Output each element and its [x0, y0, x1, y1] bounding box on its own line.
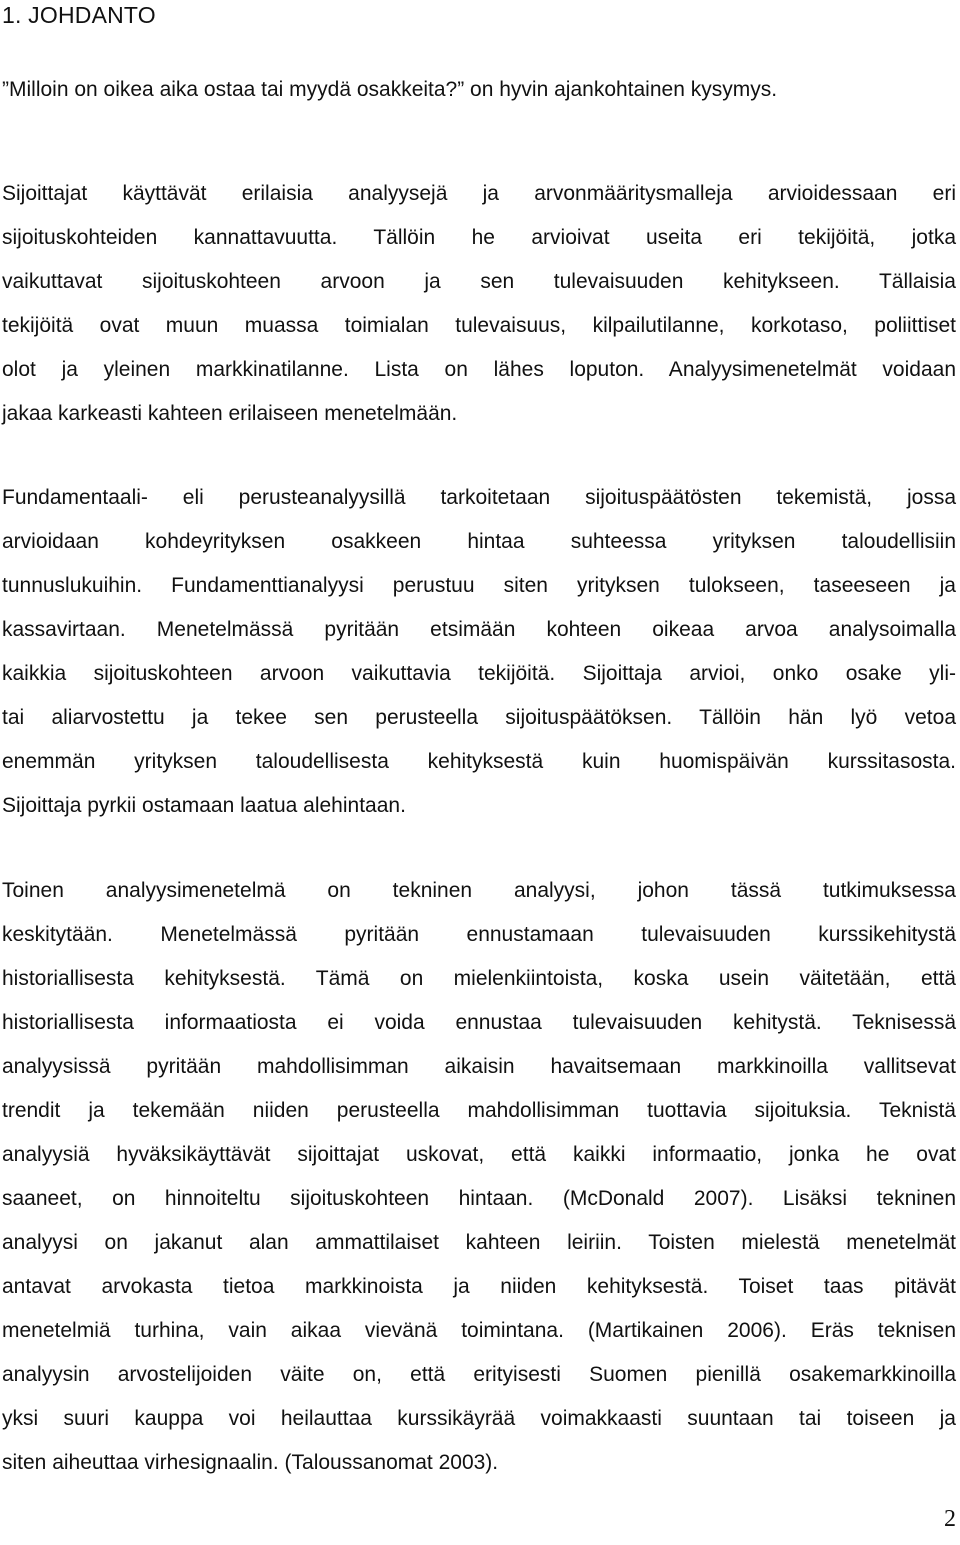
paragraph-intro-question [2, 68, 956, 112]
section-heading: 1. JOHDANTO [2, 2, 156, 28]
text-line: arvioidaan kohdeyrityksen osakkeen hintaa suhteessa yrityksen taloudellisiin [2, 530, 956, 553]
paragraph-technical-analysis [2, 869, 956, 1485]
text-line: analyysiä hyväksikäyttävät sijoittajat uskovat, että kaikki informaatio, jonka he ovat [2, 1143, 956, 1166]
text-line: antavat arvokasta tietoa markkinoista ja niiden kehityksestä. Toiset taas pitävät [2, 1275, 956, 1298]
text-line: kaikkia sijoituskohteen arvoon vaikuttavia tekijöitä. Sijoittaja arvioi, onko osake yli- [2, 662, 956, 685]
page-number: 2 [944, 1506, 956, 1532]
text-line: analyysin arvostelijoiden väite on, että erityisesti Suomen pienillä osakemarkkinoilla [2, 1363, 956, 1386]
text-line: jakaa karkeasti kahteen erilaiseen menetelmään. [2, 402, 458, 425]
text-line: analyysissä pyritään mahdollisimman aikaisin havaitsemaan markkinoilla vallitsevat [2, 1055, 956, 1078]
text-line: yksi suuri kauppa voi heilauttaa kurssikäyrää voimakkaasti suuntaan tai toiseen ja [2, 1407, 956, 1430]
text-line: vaikuttavat sijoituskohteen arvoon ja sen tulevaisuuden kehitykseen. Tällaisia [2, 270, 956, 293]
text-line: historiallisesta kehityksestä. Tämä on mielenkiintoista, koska usein väitetään, että [2, 967, 956, 990]
text-line: sijoituskohteiden kannattavuutta. Tällöin he arvioivat useita eri tekijöitä, jotka [2, 226, 956, 249]
text-line: historiallisesta informaatiosta ei voida ennustaa tulevaisuuden kehitystä. Teknisessä [2, 1011, 956, 1034]
paragraph-analysis-methods [2, 172, 956, 436]
text-line: tunnuslukuihin. Fundamenttianalyysi perustuu siten yrityksen tulokseen, taseeseen ja [2, 574, 956, 597]
text-line: menetelmiä turhina, vain aikaa vievänä toimintana. (Martikainen 2006). Eräs teknisen [2, 1319, 956, 1342]
text-line: saaneet, on hinnoiteltu sijoituskohteen hintaan. (McDonald 2007). Lisäksi tekninen [2, 1187, 956, 1210]
text-line: Fundamentaali- eli perusteanalyysillä tarkoitetaan sijoituspäätösten tekemistä, jossa [2, 486, 956, 509]
text-line: enemmän yrityksen taloudellisesta kehityksestä kuin huomispäivän kurssitasosta. [2, 750, 956, 773]
text-line: tekijöitä ovat muun muassa toimialan tulevaisuus, kilpailutilanne, korkotaso, poliittiset [2, 314, 956, 337]
text-line: analyysi on jakanut alan ammattilaiset kahteen leiriin. Toisten mielestä menetelmät [2, 1231, 956, 1254]
text-line: ”Milloin on oikea aika ostaa tai myydä osakkeita?” on hyvin ajankohtainen kysymys. [2, 78, 778, 101]
text-line: kassavirtaan. Menetelmässä pyritään etsimään kohteen oikeaa arvoa analysoimalla [2, 618, 956, 641]
text-line: olot ja yleinen markkinatilanne. Lista on lähes loputon. Analyysimenetelmät voidaan [2, 358, 956, 381]
text-line: Sijoittajat käyttävät erilaisia analyysejä ja arvonmääritysmalleja arvioidessaan eri [2, 182, 956, 205]
paragraph-fundamental-analysis [2, 476, 956, 828]
text-line: keskitytään. Menetelmässä pyritään ennustamaan tulevaisuuden kurssikehitystä [2, 923, 956, 946]
text-line: Sijoittaja pyrkii ostamaan laatua alehintaan. [2, 794, 406, 817]
text-line: siten aiheuttaa virhesignaalin. (Taloussanomat 2003). [2, 1451, 499, 1474]
text-line: Toinen analyysimenetelmä on tekninen analyysi, johon tässä tutkimuksessa [2, 879, 956, 902]
text-line: tai aliarvostettu ja tekee sen perusteella sijoituspäätöksen. Tällöin hän lyö vetoa [2, 706, 956, 729]
text-line: trendit ja tekemään niiden perusteella mahdollisimman tuottavia sijoituksia. Teknistä [2, 1099, 956, 1122]
